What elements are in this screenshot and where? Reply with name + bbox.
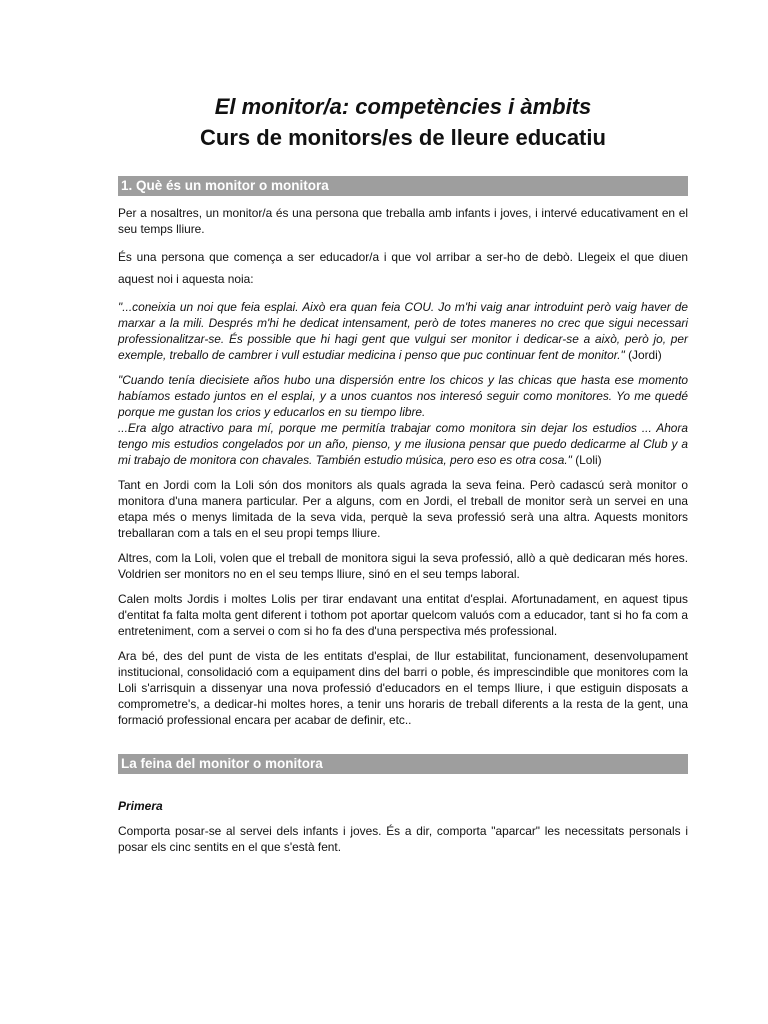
document-subtitle: Curs de monitors/es de lleure educatiu [200, 125, 606, 150]
paragraph: Per a nosaltres, un monitor/a és una persona que treballa amb infants i joves, i intervé educativament en el seu temps lliure. [118, 206, 688, 236]
quote-attribution: (Loli) [571, 453, 602, 467]
paragraph: Calen molts Jordis i moltes Lolis per tirar endavant una entitat d'esplai. Afortunadament, en aquest tipus d'entitat fa falta molta gent diferent i tothom pot aportar quelcom valuós com a educador, tant si ho fa com a entreteniment, com a servei o com si ho fa des d'una perspectiva més professional. [118, 592, 688, 638]
paragraph: Tant en Jordi com la Loli són dos monitors als quals agrada la seva feina. Però cadascú serà monitor o monitora d'una manera particular. Per a alguns, com en Jordi, el treball de monitor serà un servei en una etapa més o menys limitada de la seva vida, perquè la seva professió serà una altra. Aquests monitors treballaran com a tals en el seu propi temps lliure. [118, 478, 688, 540]
paragraph: És una persona que comença a ser educador/a i que vol arribar a ser-ho de debò. Llegeix el que diuen aquest noi i aquesta noia: [118, 250, 688, 286]
paragraph: Altres, com la Loli, volen que el treball de monitora sigui la seva professió, allò a què dedicaran més hores. Voldrien ser monitors no en el seu temps lliure, sinó en el seu temps laboral. [118, 551, 688, 581]
quote-jordi [118, 299, 688, 363]
document-title: El monitor/a: competències i àmbits [214, 94, 592, 119]
quote-text: "...coneixia un noi que feia esplai. Això era quan feia COU. Jo m'hi vaig anar introduint però vaig haver de marxar a la mili. Després m'hi he dedicat intensament, però de totes maneres no crec que sigui necessari professionalitzar-se. És possible que hi hagi gent que vulgui ser monitor i dedicar-se a això, però jo, per exemple, treballo de cambrer i vull estudiar medicina i penso que puc continuar fent de monitor." [118, 300, 688, 362]
subheading-primera: Primera [118, 799, 163, 813]
quote-loli-part1: "Cuando tenía diecisiete años hubo una dispersión entre los chicos y las chicas que hasta ese momento habíamos estado juntos en el esplai, y a unos cuantos nos interesó seguir como monitores. Yo me quedé porque me gustan los crios y educarlos en su tiempo libre. [118, 373, 688, 419]
section-heading-2: La feina del monitor o monitora [118, 754, 688, 774]
paragraph: Comporta posar-se al servei dels infants i joves. És a dir, comporta "aparcar" les necessitats personals i posar els cinc sentits en el que s'està fent. [118, 824, 688, 854]
quote-loli [118, 420, 688, 468]
quote-attribution: (Jordi) [624, 348, 662, 362]
quote-text: ...Era algo atractivo para mí, porque me permitía trabajar como monitora sin dejar los estudios ... Ahora tengo mis estudios congelados por un año, pienso, y me ilusiona pensar que puedo dedicarme al Club y a mi trabajo de monitora con chavales. También estudio música, pero eso es otra cosa." [118, 421, 688, 467]
paragraph: Ara bé, des del punt de vista de les entitats d'esplai, de llur estabilitat, funcionament, desenvolupament institucional, consolidació com a equipament dins del barri o poble, és imprescindible que monitores com la Loli s'arrisquin a dissenyar una nova professió d'educadors en el temps lliure, i que estiguin disposats a comprometre's, a dedicar-hi moltes hores, a tenir uns horaris de treball diferents a la resta de la gent, una formació professional encara per acabar de definir, etc.. [118, 649, 688, 727]
section-heading-1: 1. Què és un monitor o monitora [118, 176, 688, 196]
